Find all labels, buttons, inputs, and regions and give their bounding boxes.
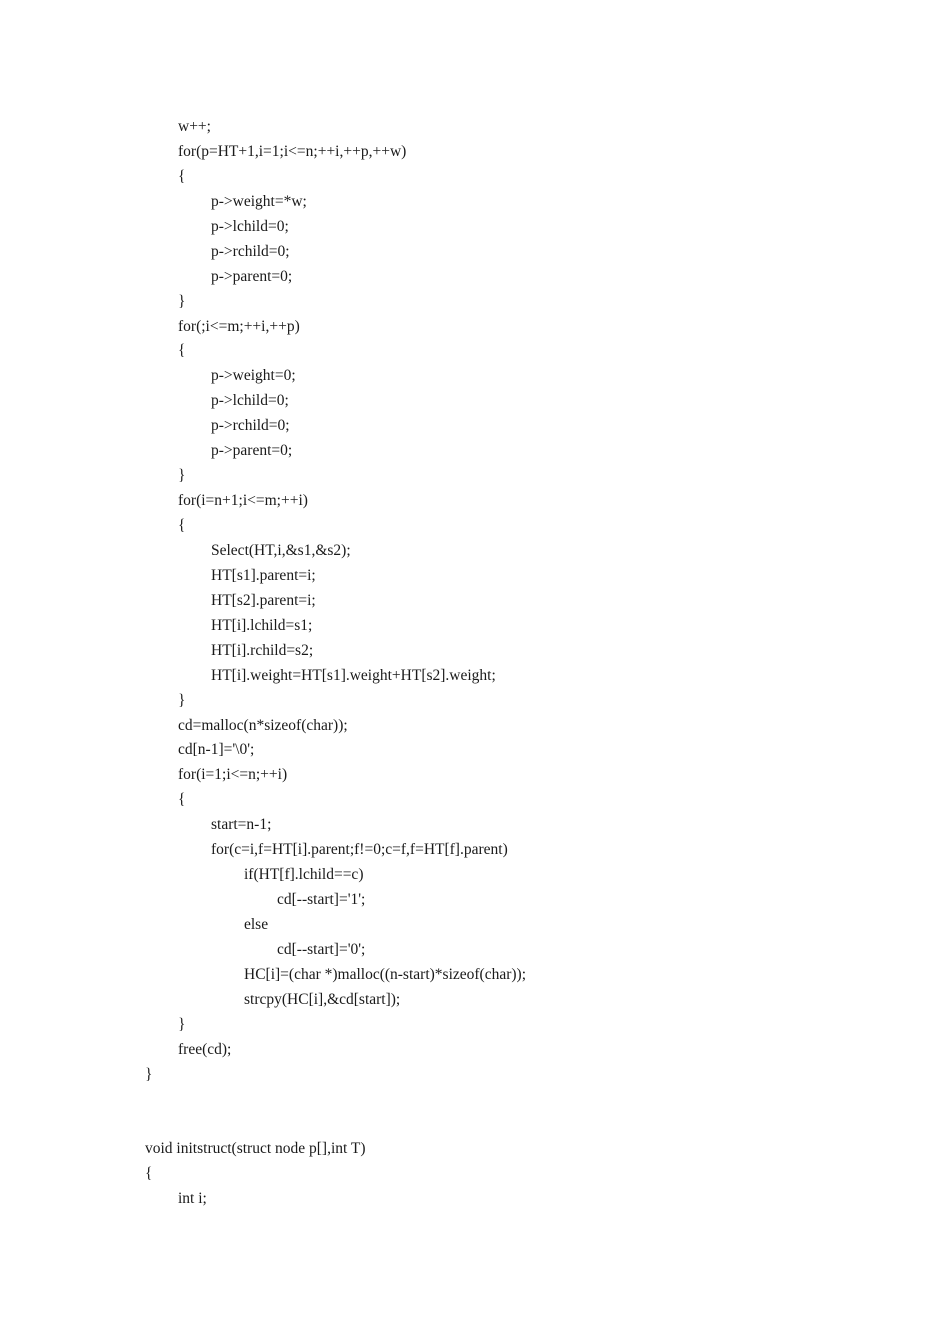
code-line: p->rchild=0; xyxy=(211,242,290,260)
code-line: { xyxy=(178,791,186,809)
code-line: int i; xyxy=(178,1190,207,1208)
code-line: { xyxy=(178,342,186,360)
code-line: w++; xyxy=(178,118,211,135)
code-line: p->weight=0; xyxy=(211,367,296,385)
code-block xyxy=(145,115,526,1212)
code-line: cd[--start]='1'; xyxy=(277,891,366,909)
code-line: for(p=HT+1,i=1;i<=n;++i,++p,++w) xyxy=(178,142,407,160)
code-line: p->parent=0; xyxy=(211,442,293,460)
code-line: p->lchild=0; xyxy=(211,392,289,410)
code-line: p->rchild=0; xyxy=(211,417,290,435)
code-line: cd[--start]='0'; xyxy=(277,940,366,958)
code-line: } xyxy=(178,292,186,310)
code-line: HT[i].lchild=s1; xyxy=(211,616,313,634)
code-line: } xyxy=(178,1015,186,1033)
code-line: HT[i].weight=HT[s1].weight+HT[s2].weight; xyxy=(211,666,496,684)
code-line: if(HT[f].lchild==c) xyxy=(244,866,364,884)
code-line: cd=malloc(n*sizeof(char)); xyxy=(178,716,348,734)
code-line: Select(HT,i,&s1,&s2); xyxy=(211,541,351,559)
code-line: p->parent=0; xyxy=(211,267,293,285)
code-line: for(c=i,f=HT[i].parent;f!=0;c=f,f=HT[f].parent) xyxy=(211,841,508,859)
code-line: HT[s2].parent=i; xyxy=(211,591,316,609)
code-line: for(i=1;i<=n;++i) xyxy=(178,766,288,784)
code-line: HC[i]=(char *)malloc((n-start)*sizeof(char)); xyxy=(244,965,527,983)
code-line: start=n-1; xyxy=(211,816,272,834)
code-line: else xyxy=(244,916,269,933)
code-line: p->weight=*w; xyxy=(211,192,307,210)
code-line: void initstruct(struct node p[],int T) xyxy=(145,1140,366,1158)
code-line: HT[s1].parent=i; xyxy=(211,566,316,584)
code-line: } xyxy=(178,691,186,709)
code-line: strcpy(HC[i],&cd[start]); xyxy=(244,990,401,1008)
code-line: } xyxy=(178,467,186,485)
code-line: p->lchild=0; xyxy=(211,217,289,235)
code-line: { xyxy=(178,517,186,534)
code-line: { xyxy=(145,1165,153,1183)
code-line: for(;i<=m;++i,++p) xyxy=(178,317,300,335)
code-line: for(i=n+1;i<=m;++i) xyxy=(178,492,308,510)
code-line xyxy=(145,1088,526,1113)
code-line: } xyxy=(145,1065,153,1083)
code-line: cd[n-1]='\0'; xyxy=(178,741,255,759)
code-line: { xyxy=(178,167,186,185)
code-line: free(cd); xyxy=(178,1040,232,1058)
code-line xyxy=(145,1113,526,1138)
code-line: HT[i].rchild=s2; xyxy=(211,641,314,659)
